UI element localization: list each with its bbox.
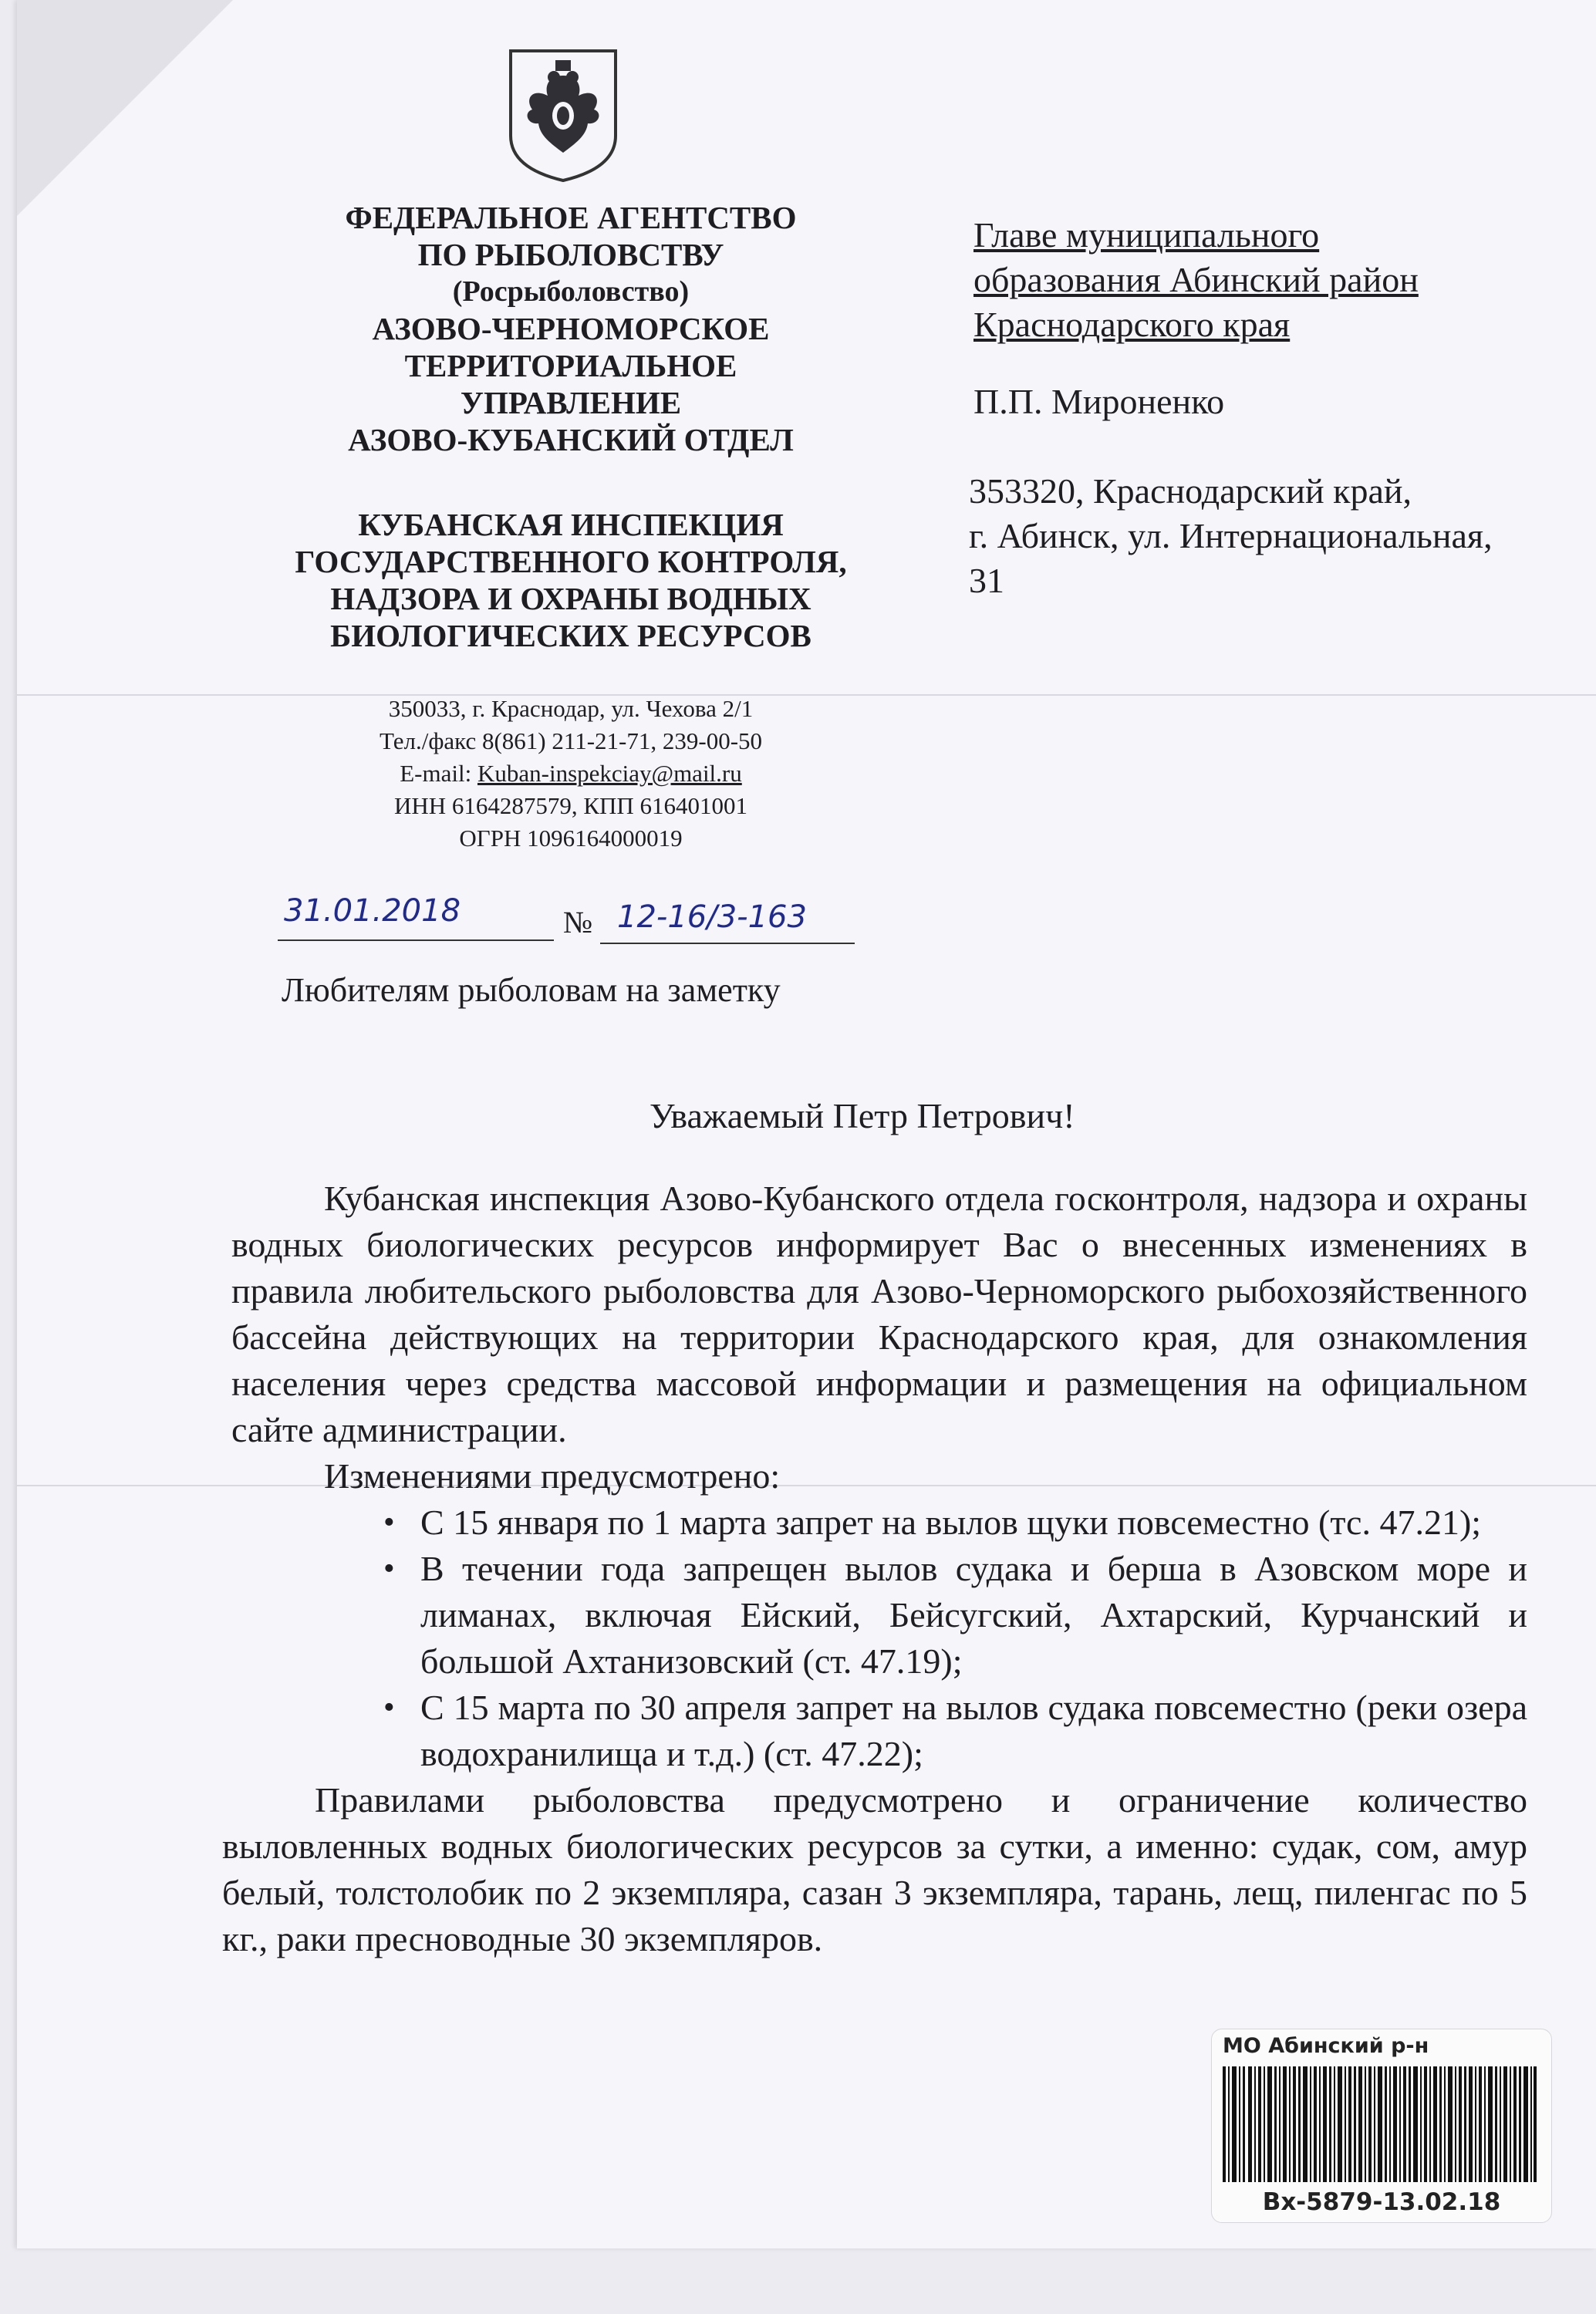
contact-address: 350033, г. Краснодар, ул. Чехова 2/1 [388, 695, 754, 722]
recipient-address-line: г. Абинск, ул. Интернациональная, [969, 516, 1493, 555]
agency-line: АЗОВО-КУБАНСКИЙ ОТДЕЛ [348, 422, 794, 457]
registration-stamp [1211, 2029, 1552, 2223]
barcode-icon [1221, 2066, 1537, 2182]
recipient-title [973, 213, 1575, 347]
list-item: • В течении года запрещен вылов судака и берша в Азовском море и лиманах, включая Ейский, Бейсугский, Ахтарский, Курчанский и большой Ахтанизовский (ст. 47.19); [366, 1546, 1527, 1685]
recipient-title-line: Краснодарского края [973, 305, 1291, 344]
email-label: E-mail: [400, 760, 477, 787]
agency-line: ТЕРРИТОРИАЛЬНОЕ [404, 348, 737, 383]
letter-body [222, 1176, 1527, 1962]
agency-line: (Росрыболовство) [452, 275, 690, 308]
recipient-title-line: Главе муниципального [973, 215, 1320, 255]
stamp-reg-number: Вх-5879-13.02.18 [1262, 2188, 1501, 2216]
date-underline [278, 939, 554, 941]
changes-intro: Изменениями предусмотрено: [324, 1456, 781, 1496]
agency-line: УПРАВЛЕНИЕ [460, 385, 682, 420]
number-underline [600, 943, 855, 944]
contact-email-row [262, 757, 879, 790]
contact-phone: Тел./факс 8(861) 211-21-71, 239-00-50 [379, 727, 763, 754]
email-link[interactable]: Kuban-inspekciay@mail.ru [477, 760, 742, 787]
inspection-line: КУБАНСКАЯ ИНСПЕКЦИЯ [358, 507, 784, 542]
agency-line: АЗОВО-ЧЕРНОМОРСКОЕ [372, 311, 770, 346]
agency-line: ПО РЫБОЛОВСТВУ [417, 237, 724, 272]
recipient-name: П.П. Мироненко [973, 382, 1225, 421]
recipient-address [969, 469, 1586, 603]
list-item: • С 15 марта по 30 апреля запрет на вылов судака повсеместно (реки озера водохранилища и т.д.) (ст. 47.22); [366, 1685, 1527, 1777]
body-paragraph: Кубанская инспекция Азово-Кубанского отдела госконтроля, надзора и охраны водных биологических ресурсов информирует Вас о внесенных изменениях в правила любительского рыболовства для Азово-Черноморского рыбохозяйственного бассейна действующих на территории Краснодарского края, для ознакомления населения через средства массовой информации и размещения на официальном сайте администрации. [231, 1179, 1527, 1449]
body-paragraph: Правилами рыболовства предусмотрено и ограничение количество выловленных водных биологических ресурсов за сутки, а именно: судак, сом, амур белый, толстолобик по 2 экземпляра, сазан 3 экземпляра, тарань, лещ, пиленгас по 5 кг., раки пресноводные 30 экземпляров. [222, 1780, 1527, 1958]
inspection-line: БИОЛОГИЧЕСКИХ РЕСУРСОВ [330, 618, 811, 653]
list-item: • С 15 января по 1 марта запрет на вылов щуки повсеместно (тс. 47.21); [366, 1499, 1527, 1546]
inspection-line: ГОСУДАРСТВЕННОГО КОНТРОЛЯ, [295, 544, 847, 579]
agency-header [262, 199, 879, 458]
recipient-address-line: 353320, Краснодарский край, [969, 471, 1412, 511]
recipient-title-line: образования Абинский район [973, 260, 1419, 299]
contact-ogrn: ОГРН 1096164000019 [459, 825, 683, 852]
agency-line: ФЕДЕРАЛЬНОЕ АГЕНТСТВО [345, 200, 797, 235]
letter-number: 12-16/3-163 [617, 899, 807, 935]
letter-date: 31.01.2018 [284, 893, 461, 929]
contact-block [262, 693, 879, 855]
stamp-org: МО Абинский р-н [1223, 2034, 1429, 2058]
coat-of-arms-icon [494, 45, 633, 184]
recipient-address-line: 31 [969, 561, 1004, 600]
number-sign: № [563, 905, 593, 939]
inspection-line: НАДЗОРА И ОХРАНЫ ВОДНЫХ [330, 581, 811, 616]
letter-subject: Любителям рыболовам на заметку [282, 971, 781, 1009]
changes-list [366, 1499, 1527, 1777]
contact-inn: ИНН 6164287579, КПП 616401001 [393, 792, 748, 819]
folded-corner [17, 0, 233, 216]
inspection-header [262, 506, 879, 654]
greeting: Уважаемый Петр Петрович! [650, 1096, 1075, 1135]
